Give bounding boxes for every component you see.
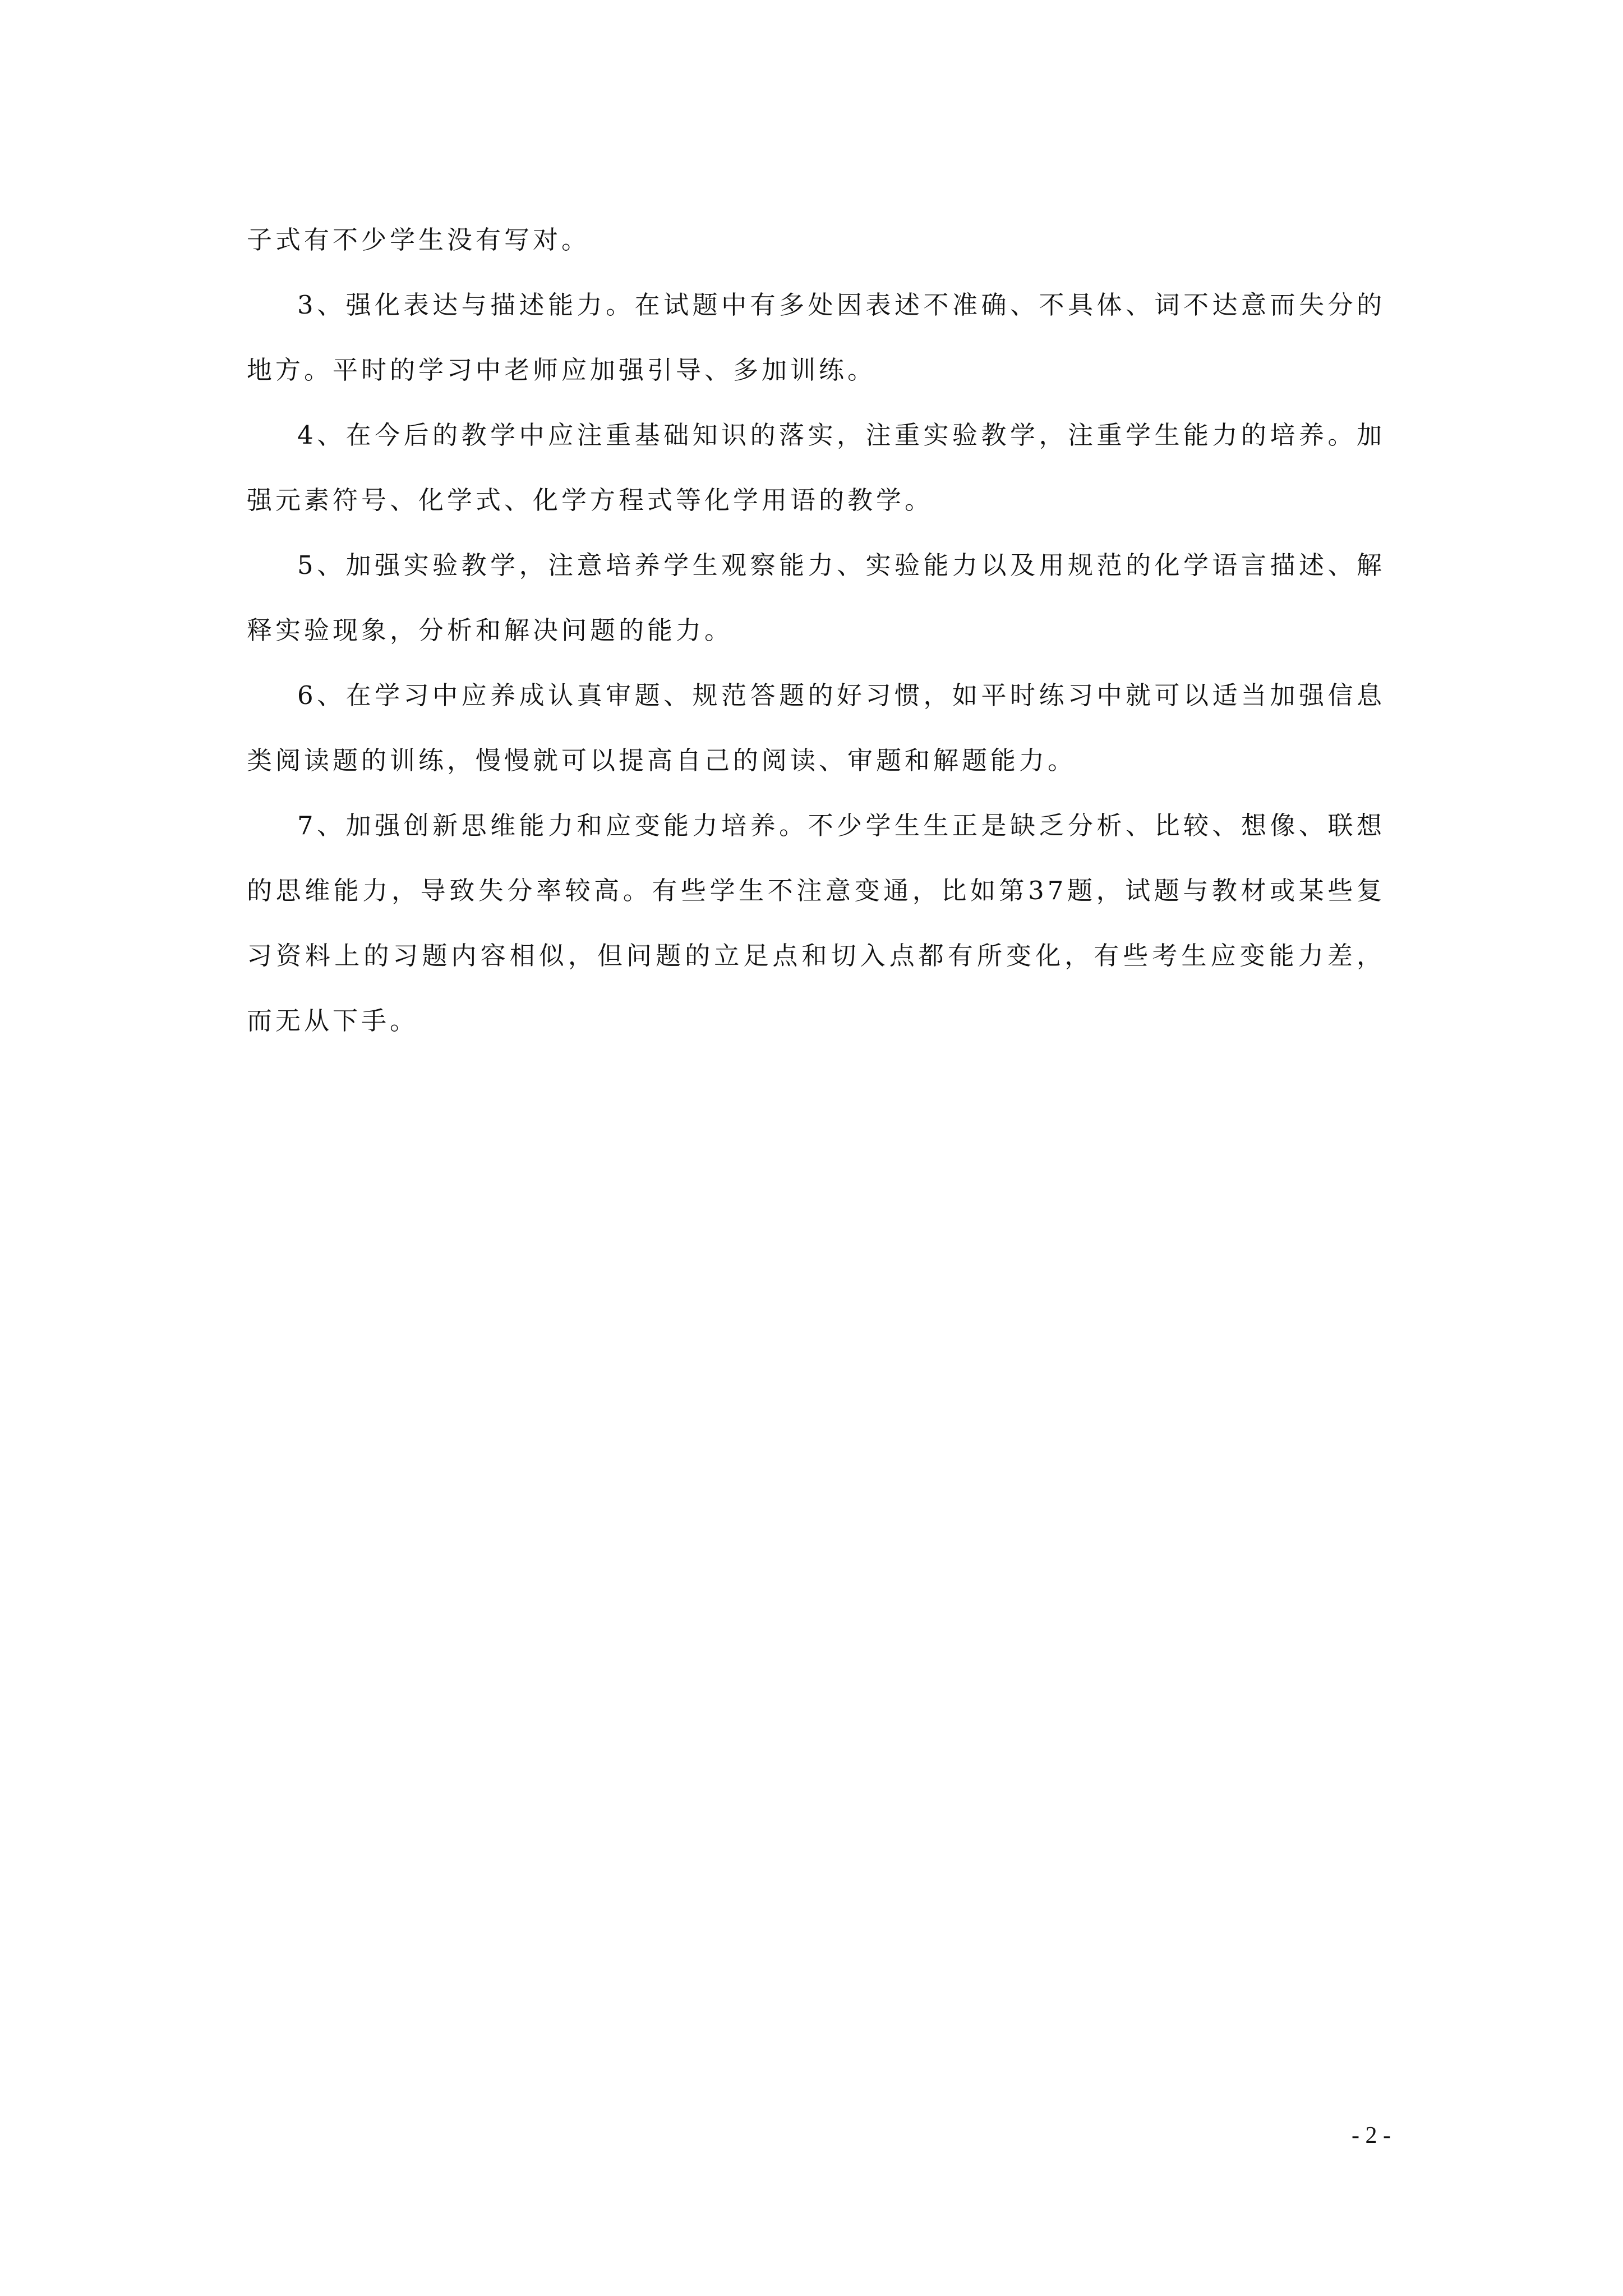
body-text xyxy=(247,208,1385,1053)
page-number: - 2 - xyxy=(1352,2123,1391,2148)
paragraph-6: 6、在学习中应养成认真审题、规范答题的好习惯，如平时练习中就可以适当加强信息类阅读题的训练，慢慢就可以提高自己的阅读、审题和解题能力。 xyxy=(247,680,1385,775)
paragraph-7: 7、加强创新思维能力和应变能力培养。不少学生生正是缺乏分析、比较、想像、联想的思维能力，导致失分率较高。有些学生不注意变通，比如第37题，试题与教材或某些复习资料上的习题内容相似，但问题的立足点和切入点都有所变化，有些考生应变能力差，而无从下手。 xyxy=(247,811,1385,1036)
paragraph-5: 5、加强实验教学，注意培养学生观察能力、实验能力以及用规范的化学语言描述、解释实验现象，分析和解决问题的能力。 xyxy=(247,550,1385,645)
paragraph-4: 4、在今后的教学中应注重基础知识的落实，注重实验教学，注重学生能力的培养。加强元素符号、化学式、化学方程式等化学用语的教学。 xyxy=(247,420,1385,515)
paragraph-continuation: 子式有不少学生没有写对。 xyxy=(247,225,591,255)
paragraph-3: 3、强化表达与描述能力。在试题中有多处因表述不准确、不具体、词不达意而失分的地方。平时的学习中老师应加强引导、多加训练。 xyxy=(247,290,1385,385)
